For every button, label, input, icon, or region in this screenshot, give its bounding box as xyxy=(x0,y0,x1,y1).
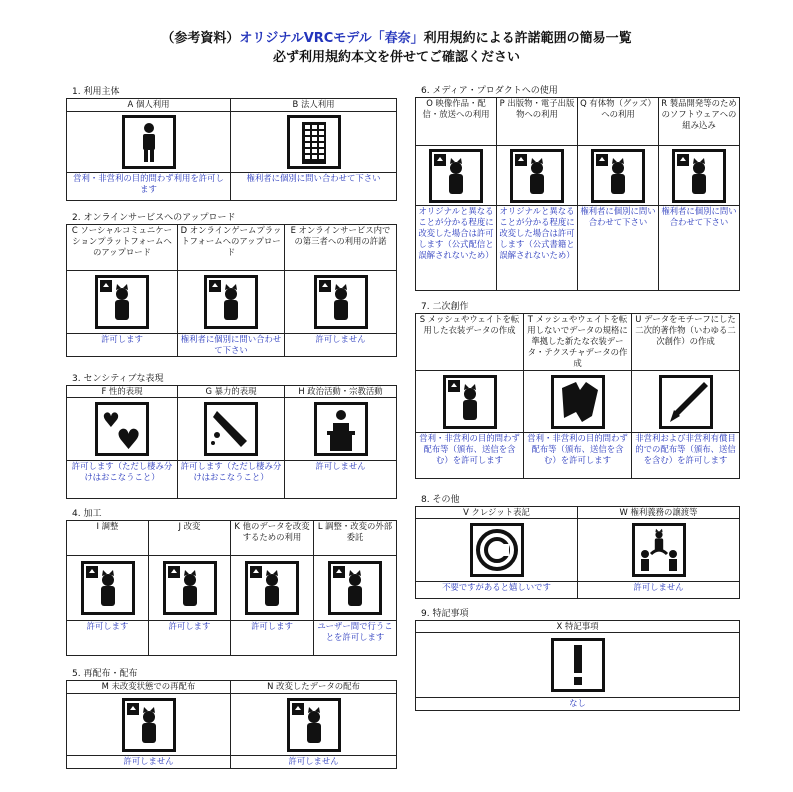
permission-text: 不要ですがあると嬉しいです xyxy=(416,582,578,599)
icon-cell xyxy=(67,694,231,756)
item-header: M 未改変状態での再配布 xyxy=(67,681,231,694)
permission-text: 許可します xyxy=(67,334,178,357)
item-header: L 調整・改変の外部委託 xyxy=(314,521,397,556)
icon-cell xyxy=(178,271,285,334)
section-table xyxy=(415,97,740,291)
exclamation-icon xyxy=(551,638,605,692)
reuse-icon xyxy=(245,561,299,615)
icon-cell xyxy=(416,146,497,206)
video-icon xyxy=(429,149,483,203)
item-header: D オンラインゲームプラットフォームへのアップロード xyxy=(178,225,285,271)
title-suffix: 利用規約による許諾範囲の簡易一覧 xyxy=(423,31,632,46)
section-table xyxy=(66,224,397,357)
item-header: U データをモチーフにした二次的著作物（いわゆる二次創作）の作成 xyxy=(632,314,740,371)
permission-text: なし xyxy=(416,698,740,711)
permission-text: オリジナルと異なることが分かる程度に改変した場合は許可します（公式配信と誤解されないため） xyxy=(416,206,497,291)
icon-cell xyxy=(149,556,231,621)
section-label: 4. 加工 xyxy=(72,509,102,519)
permission-text: 許可しません xyxy=(231,756,397,769)
item-header: J 改変 xyxy=(149,521,231,556)
item-header: N 改変したデータの配布 xyxy=(231,681,397,694)
permission-text: 権利者に個別に問い合わせて下さい xyxy=(578,206,659,291)
item-header: B 法人利用 xyxy=(231,99,397,112)
icon-cell xyxy=(67,112,231,173)
section-label: 3. センシティブな表現 xyxy=(72,374,164,384)
item-header: I 調整 xyxy=(67,521,149,556)
person-icon xyxy=(122,115,176,169)
section-label: 8. その他 xyxy=(421,495,460,505)
publication-icon xyxy=(510,149,564,203)
svg-text:♥: ♥ xyxy=(102,408,120,432)
page-title xyxy=(0,27,793,46)
icon-cell xyxy=(632,371,740,433)
icon-cell xyxy=(578,519,740,582)
icon-cell xyxy=(231,556,314,621)
icon-cell xyxy=(659,146,740,206)
costume-icon xyxy=(551,375,605,429)
item-header: R 製品開発等のためのソフトウェアへの組み込み xyxy=(659,98,740,146)
adjust-icon xyxy=(81,561,135,615)
permission-text: 権利者に個別に問い合わせて下さい xyxy=(659,206,740,291)
section-table xyxy=(415,620,740,711)
icon-cell xyxy=(497,146,578,206)
section-table xyxy=(66,680,397,769)
permission-text: 許可します xyxy=(231,621,314,656)
share-modified-icon xyxy=(287,698,341,752)
icon-cell xyxy=(416,371,524,433)
permission-text: 権利者に個別に問い合わせて下さい xyxy=(178,334,285,357)
section-label: 9. 特記事項 xyxy=(421,609,469,619)
section-label: 5. 再配布・配布 xyxy=(72,669,138,679)
permission-text: オリジナルと異なることが分かる程度に改変した場合は許可します（公式書籍と誤解されないため） xyxy=(497,206,578,291)
permission-text: 許可します xyxy=(149,621,231,656)
item-header: E オンラインサービス内での第三者への利用の許諾 xyxy=(285,225,397,271)
modify-icon xyxy=(163,561,217,615)
upload-share-icon xyxy=(314,275,368,329)
section-table xyxy=(66,385,397,499)
permission-text: 権利者に個別に問い合わせて下さい xyxy=(231,173,397,201)
section-label: 7. 二次創作 xyxy=(421,302,469,312)
permission-text: 営利・非営利の目的問わず配布等（頒布、送信を含む）を許可します xyxy=(416,433,524,479)
outsource-icon xyxy=(328,561,382,615)
item-header: V クレジット表記 xyxy=(416,507,578,519)
icon-cell xyxy=(578,146,659,206)
permission-text: 許可しません xyxy=(67,756,231,769)
permission-text: 非営利および非営利有償目的での配布等（頒布、送信を含む）を許可します xyxy=(632,433,740,479)
icon-cell xyxy=(67,271,178,334)
transfer-icon xyxy=(632,523,686,577)
section-table xyxy=(415,313,740,479)
icon-cell xyxy=(416,519,578,582)
icon-cell xyxy=(67,398,178,461)
item-header: O 映像作品・配信・放送への利用 xyxy=(416,98,497,146)
hearts-icon xyxy=(95,402,149,456)
permission-text: 許可します xyxy=(67,621,149,656)
item-header: G 暴力的表現 xyxy=(178,386,285,398)
svg-text:♥: ♥ xyxy=(116,423,142,453)
permission-text: 許可しません xyxy=(285,334,397,357)
permission-text: 営利・非営利の目的問わず配布等（頒布、送信を含む）を許可します xyxy=(524,433,632,479)
costume-transfer-icon xyxy=(443,375,497,429)
icon-cell xyxy=(314,556,397,621)
icon-cell xyxy=(67,556,149,621)
icon-cell xyxy=(285,398,397,461)
building-icon xyxy=(287,115,341,169)
section-label: 6. メディア・プロダクトへの使用 xyxy=(421,86,558,96)
section-table xyxy=(415,506,740,599)
icon-cell xyxy=(178,398,285,461)
permission-text: 許可します（ただし棲み分けはおこなうこと） xyxy=(67,461,178,499)
title-prefix: （参考資料） xyxy=(161,31,240,46)
knife-icon xyxy=(204,402,258,456)
upload-avatar-icon xyxy=(95,275,149,329)
item-header: X 特記事項 xyxy=(416,621,740,633)
item-header: T メッシュやウェイトを転用しないでデータの規格に準拠した新たな衣装データ・テクスチャデータの作成 xyxy=(524,314,632,371)
upload-monitor-icon xyxy=(204,275,258,329)
icon-cell xyxy=(231,694,397,756)
item-header: A 個人利用 xyxy=(67,99,231,112)
icon-cell xyxy=(285,271,397,334)
item-header: F 性的表現 xyxy=(67,386,178,398)
software-icon xyxy=(672,149,726,203)
permission-text: 許可しません xyxy=(578,582,740,599)
item-header: K 他のデータを改変するための利用 xyxy=(231,521,314,556)
item-header: W 権利義務の譲渡等 xyxy=(578,507,740,519)
section-label: 2. オンラインサービスへのアップロード xyxy=(72,213,236,223)
permission-text: 営利・非営利の目的問わず利用を許可します xyxy=(67,173,231,201)
permission-text: ユーザー間で行うことを許可します xyxy=(314,621,397,656)
permission-text: 許可します（ただし棲み分けはおこなうこと） xyxy=(178,461,285,499)
icon-cell xyxy=(416,633,740,698)
section-label: 1. 利用主体 xyxy=(72,87,120,97)
podium-icon xyxy=(314,402,368,456)
page-subtitle: 必ず利用規約本文を併せてご確認ください xyxy=(272,50,520,65)
permission-text: 許可しません xyxy=(285,461,397,499)
item-header: H 政治活動・宗教活動 xyxy=(285,386,397,398)
figure-icon xyxy=(591,149,645,203)
pen-icon xyxy=(659,375,713,429)
item-header: S メッシュやウェイトを転用した衣装データの作成 xyxy=(416,314,524,371)
item-header: Q 有体物（グッズ）への利用 xyxy=(578,98,659,146)
section-table xyxy=(66,98,397,201)
title-model-name: オリジナルVRCモデル「春奈」 xyxy=(239,31,424,46)
section-table xyxy=(66,520,397,656)
item-header: P 出版物・電子出版物への利用 xyxy=(497,98,578,146)
copyright-icon xyxy=(470,523,524,577)
icon-cell xyxy=(231,112,397,173)
icon-cell xyxy=(524,371,632,433)
item-header: C ソーシャルコミュニケーションプラットフォームへのアップロード xyxy=(67,225,178,271)
share-folder-icon xyxy=(122,698,176,752)
